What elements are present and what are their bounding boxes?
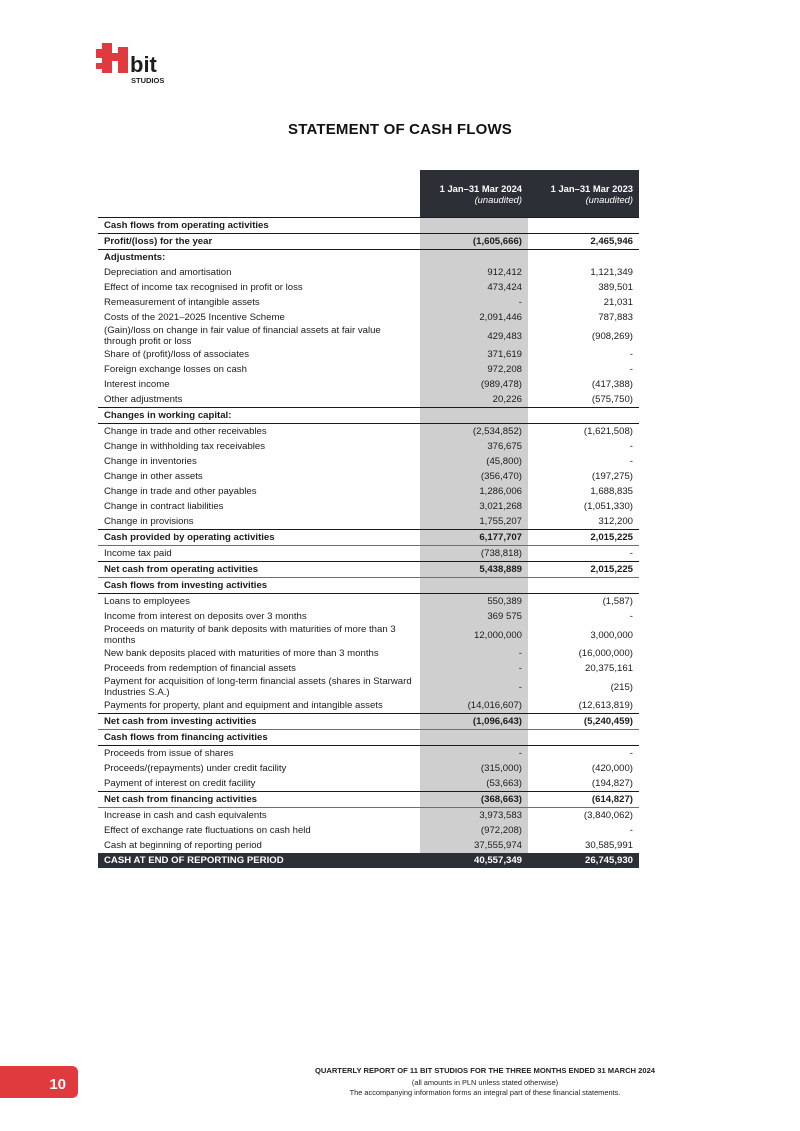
table-row [98, 730, 639, 746]
row-label: Change in provisions [104, 516, 194, 527]
header-col-2023-label: 1 Jan–31 Mar 2023 [550, 182, 633, 194]
row-value-2023: - [629, 825, 633, 836]
row-value-2024: (1,605,666) [420, 234, 528, 250]
table-row [98, 808, 639, 824]
row-value-2023: 1,121,349 [590, 267, 633, 278]
table-row [98, 310, 639, 325]
row-label: Payments for property, plant and equipment and intangible assets [104, 700, 383, 711]
row-value-2023: 20,375,161 [584, 663, 633, 674]
table-row [98, 838, 639, 853]
table-row [98, 484, 639, 499]
row-value-2023: 26,745,930 [528, 853, 639, 868]
table-row [98, 746, 639, 762]
row-label: Changes in working capital: [98, 408, 420, 424]
table-row [98, 698, 639, 714]
row-value-2024: - [420, 295, 528, 310]
table-row [98, 792, 639, 808]
row-value-2023: - [629, 364, 633, 375]
row-label: Net cash from operating activities [98, 562, 420, 578]
row-value-2024: 369 575 [420, 609, 528, 624]
header-col-2023-note: (unaudited) [585, 193, 633, 205]
row-label: Other adjustments [104, 394, 183, 405]
header-col-2024 [420, 170, 528, 218]
row-value-2024: (989,478) [420, 377, 528, 392]
row-value-2024: 429,483 [420, 325, 528, 347]
row-value-2023: (575,750) [591, 394, 633, 405]
row-label: Change in trade and other receivables [98, 424, 420, 440]
table-row [98, 280, 639, 295]
row-value-2024: 3,021,268 [420, 499, 528, 514]
row-label: Cash flows from investing activities [98, 578, 420, 594]
table-row [98, 646, 639, 661]
row-value-2024: 376,675 [420, 439, 528, 454]
table-row [98, 499, 639, 514]
table-row [98, 295, 639, 310]
table-row [98, 761, 639, 776]
row-value-2024: (45,800) [420, 454, 528, 469]
row-value-2024: 2,091,446 [420, 310, 528, 325]
row-value-2024: - [420, 676, 528, 698]
row-label: Cash at beginning of reporting period [104, 840, 262, 851]
page-number: 10 [0, 1066, 78, 1098]
row-value-2023: - [528, 746, 639, 762]
row-value-2023: (614,827) [528, 792, 639, 808]
table-row [98, 218, 639, 234]
table-row [98, 439, 639, 454]
logo-word: bit [130, 52, 157, 77]
table-row [98, 609, 639, 624]
row-value-2023: 30,585,991 [584, 840, 633, 851]
row-value-2024 [420, 218, 528, 234]
row-label: Proceeds/(repayments) under credit facility [104, 763, 287, 774]
row-value-2023 [528, 250, 639, 266]
footer-report-title: QUARTERLY REPORT OF 11 BIT STUDIOS FOR THE THREE MONTHS ENDED 31 MARCH 2024 [314, 1066, 656, 1075]
row-label: Proceeds from redemption of financial assets [104, 663, 296, 674]
table-row [98, 578, 639, 594]
row-value-2024: 1,755,207 [420, 514, 528, 530]
row-value-2024: 40,557,349 [420, 853, 528, 868]
row-label: Adjustments: [98, 250, 420, 266]
row-label: New bank deposits placed with maturities of more than 3 months [104, 648, 379, 659]
footer-disclaimer: The accompanying information forms an integral part of these financial statements. [349, 1088, 621, 1097]
row-label: Income tax paid [98, 546, 420, 562]
row-value-2023 [528, 730, 639, 746]
row-label: Change in other assets [104, 471, 203, 482]
row-label: Effect of income tax recognised in profit or loss [104, 282, 303, 293]
row-label: Remeasurement of intangible assets [104, 297, 260, 308]
logo-mark-icon [96, 43, 128, 73]
row-label: Cash flows from operating activities [98, 218, 420, 234]
table-row [98, 250, 639, 266]
table-row [98, 408, 639, 424]
row-value-2024 [420, 250, 528, 266]
table-row [98, 714, 639, 730]
row-label: Foreign exchange losses on cash [104, 364, 247, 375]
table-row [98, 234, 639, 250]
row-value-2024: (1,096,643) [420, 714, 528, 730]
row-value-2023: 1,688,835 [590, 486, 633, 497]
row-value-2024: 972,208 [420, 362, 528, 377]
row-value-2024: 371,619 [420, 347, 528, 362]
row-value-2024: 3,973,583 [420, 808, 528, 824]
row-value-2023: (215) [610, 681, 633, 693]
footer-currency-note: (all amounts in PLN unless stated otherwise) [411, 1078, 559, 1087]
row-value-2023: (12,613,819) [578, 700, 633, 711]
row-value-2023: (5,240,459) [528, 714, 639, 730]
row-label: Change in withholding tax receivables [104, 441, 266, 452]
row-value-2023 [528, 578, 639, 594]
row-label: Change in trade and other payables [104, 486, 257, 497]
row-value-2023: (1,621,508) [528, 424, 639, 440]
table-row [98, 325, 639, 347]
row-value-2024: (53,663) [420, 776, 528, 792]
row-value-2023 [528, 218, 639, 234]
row-value-2024: 1,286,006 [420, 484, 528, 499]
table-row [98, 347, 639, 362]
row-value-2024: - [420, 661, 528, 676]
header-blank [98, 170, 420, 218]
table-row [98, 661, 639, 676]
row-value-2023: - [629, 456, 633, 467]
row-value-2024: (14,016,607) [420, 698, 528, 714]
row-value-2024 [420, 408, 528, 424]
row-value-2024: - [420, 746, 528, 762]
row-value-2024 [420, 578, 528, 594]
row-value-2024: 5,438,889 [420, 562, 528, 578]
row-value-2023: 21,031 [603, 297, 633, 308]
row-value-2023: (420,000) [591, 763, 633, 774]
row-value-2023: (16,000,000) [578, 648, 633, 659]
row-label: Loans to employees [98, 594, 420, 610]
row-value-2024: 12,000,000 [420, 624, 528, 646]
row-value-2024: (972,208) [420, 823, 528, 838]
row-value-2023: 389,501 [598, 282, 633, 293]
cash-flow-table [98, 170, 639, 868]
row-label: Interest income [104, 379, 170, 390]
table-row [98, 454, 639, 469]
row-label: Income from interest on deposits over 3 months [104, 611, 307, 622]
row-value-2024: - [420, 646, 528, 661]
row-value-2024: 550,389 [420, 594, 528, 610]
row-value-2024 [420, 730, 528, 746]
row-value-2023: 787,883 [598, 312, 633, 323]
table-row [98, 392, 639, 408]
table-row [98, 362, 639, 377]
table-row [98, 546, 639, 562]
table-header-row [98, 170, 639, 218]
row-value-2023: - [528, 546, 639, 562]
row-value-2024: (356,470) [420, 469, 528, 484]
row-value-2023: - [629, 349, 633, 360]
row-value-2023: (197,275) [591, 471, 633, 482]
row-label: Costs of the 2021–2025 Incentive Scheme [104, 312, 285, 323]
row-value-2023: 3,000,000 [590, 629, 633, 641]
row-label: Increase in cash and cash equivalents [98, 808, 420, 824]
header-col-2024-note: (unaudited) [474, 193, 522, 205]
row-label: Share of (profit)/loss of associates [104, 349, 250, 360]
row-value-2023: 2,015,225 [528, 530, 639, 546]
table-row [98, 823, 639, 838]
row-value-2023: 2,015,225 [528, 562, 639, 578]
row-label: CASH AT END OF REPORTING PERIOD [98, 853, 420, 868]
row-value-2024: 473,424 [420, 280, 528, 295]
row-label: Effect of exchange rate fluctuations on cash held [104, 825, 311, 836]
row-label: Profit/(loss) for the year [98, 234, 420, 250]
row-value-2024: 20,226 [420, 392, 528, 408]
row-value-2023: 2,465,946 [528, 234, 639, 250]
header-col-2023 [528, 170, 639, 218]
row-label: Change in contract liabilities [104, 501, 224, 512]
table-row [98, 624, 639, 646]
company-logo [96, 43, 176, 85]
row-label: Depreciation and amortisation [104, 267, 232, 278]
row-value-2024: 6,177,707 [420, 530, 528, 546]
row-value-2024: 912,412 [420, 265, 528, 280]
table-row [98, 776, 639, 792]
logo-subword: STUDIOS [131, 76, 165, 85]
row-value-2023: (1,587) [528, 594, 639, 610]
row-value-2023: - [629, 441, 633, 452]
table-row [98, 562, 639, 578]
row-label: Payment of interest on credit facility [104, 778, 256, 789]
row-label: (Gain)/loss on change in fair value of financial assets at fair value through profit or loss [104, 325, 381, 347]
row-label: Net cash from investing activities [98, 714, 420, 730]
row-value-2023: 312,200 [598, 516, 633, 527]
table-row [98, 377, 639, 392]
table-row [98, 265, 639, 280]
row-value-2023 [528, 408, 639, 424]
row-value-2023: (1,051,330) [583, 501, 633, 512]
row-value-2024: (2,534,852) [420, 424, 528, 440]
header-col-2024-label: 1 Jan–31 Mar 2024 [439, 182, 522, 194]
row-value-2023: (417,388) [591, 379, 633, 390]
row-value-2024: (315,000) [420, 761, 528, 776]
table-row [98, 594, 639, 610]
row-label: Net cash from financing activities [98, 792, 420, 808]
row-label: Proceeds from issue of shares [98, 746, 420, 762]
row-value-2023: (194,827) [591, 778, 633, 789]
table-row [98, 424, 639, 440]
row-value-2024: (368,663) [420, 792, 528, 808]
row-value-2024: (738,818) [420, 546, 528, 562]
row-value-2023: - [629, 611, 633, 622]
row-label: Cash flows from financing activities [98, 730, 420, 746]
row-value-2023: (908,269) [591, 330, 633, 342]
table-row [98, 469, 639, 484]
row-value-2023: (3,840,062) [528, 808, 639, 824]
row-label: Cash provided by operating activities [98, 530, 420, 546]
table-row [98, 853, 639, 868]
table-row [98, 676, 639, 698]
page-title: STATEMENT OF CASH FLOWS [287, 121, 513, 138]
table-row [98, 530, 639, 546]
row-label: Proceeds on maturity of bank deposits with maturities of more than 3 months [104, 624, 396, 646]
row-label: Payment for acquisition of long-term financial assets (shares in Starward Industries S.A.) [104, 676, 412, 698]
row-value-2024: 37,555,974 [420, 838, 528, 853]
row-label: Change in inventories [104, 456, 197, 467]
table-row [98, 514, 639, 530]
